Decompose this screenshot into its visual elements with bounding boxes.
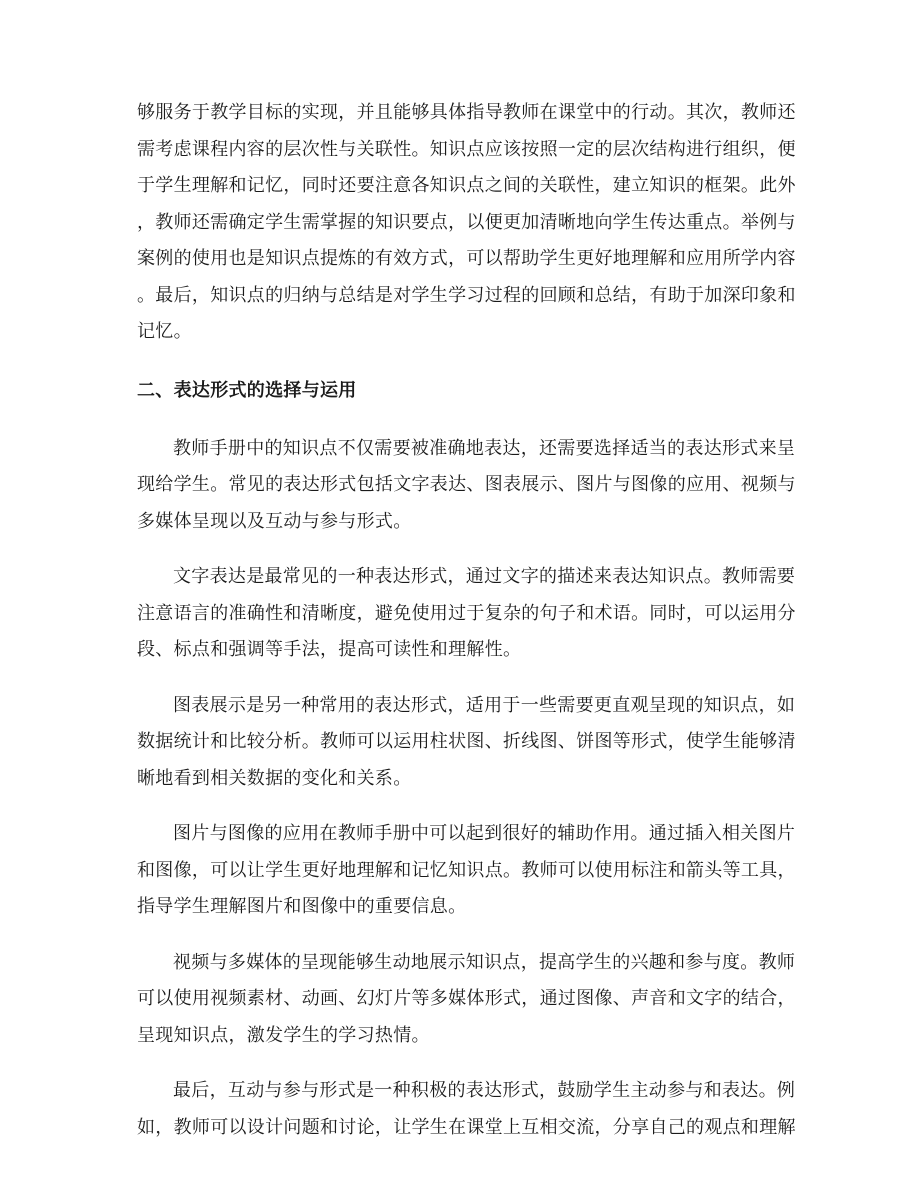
text-line: 如，教师可以设计问题和讨论，让学生在课堂上互相交流，分享自己的观点和理解: [137, 1116, 796, 1138]
text-line: 多媒体呈现以及互动与参与形式。: [137, 510, 412, 532]
text-line: 现给学生。常见的表达形式包括文字表达、图表展示、图片与图像的应用、视频与: [137, 474, 796, 495]
text-line: 和图像，可以让学生更好地理解和记忆知识点。教师可以使用标注和箭头等工具，: [137, 859, 796, 881]
text-line: 可以使用视频素材、动画、幻灯片等多媒体形式，通过图像、声音和文字的结合，: [137, 988, 796, 1009]
text-line: 数据统计和比较分析。教师可以运用柱状图、折线图、饼图等形式，使学生能够清: [137, 731, 796, 752]
text-line: ，教师还需确定学生需掌握的知识要点，以便更加清晰地向学生传达重点。举例与: [137, 211, 796, 233]
text-line: 注意语言的准确性和清晰度，避免使用过于复杂的句子和术语。同时，可以运用分: [137, 602, 796, 624]
text-line: 需考虑课程内容的层次性与关联性。知识点应该按照一定的层次结构进行组织，便: [137, 138, 796, 160]
paragraph-chart-display: [137, 688, 796, 798]
text-line: 图片与图像的应用在教师手册中可以起到很好的辅助作用。通过插入相关图片: [173, 823, 796, 844]
text-line: 文字表达是最常见的一种表达形式，通过文字的描述来表达知识点。教师需要: [173, 566, 796, 587]
text-line: 够服务于教学目标的实现，并且能够具体指导教师在课堂中的行动。其次，教师还: [137, 102, 796, 123]
document-page: [137, 95, 796, 1165]
text-line: 。最后，知识点的归纳与总结是对学生学习过程的回顾和总结，有助于加深印象和: [137, 284, 796, 306]
text-line: 视频与多媒体的呈现能够生动地展示知识点，提高学生的兴趣和参与度。教师: [173, 951, 796, 973]
paragraph-text-expression: [137, 559, 796, 669]
text-line: 指导学生理解图片和图像中的重要信息。: [137, 896, 467, 917]
paragraph-interaction: [137, 1073, 796, 1146]
section-heading: 二、表达形式的选择与运用: [137, 379, 357, 401]
text-line: 于学生理解和记忆，同时还要注意各知识点之间的关联性，建立知识的框架。此外: [137, 175, 796, 196]
text-line: 最后，互动与参与形式是一种积极的表达形式，鼓励学生主动参与和表达。例: [173, 1080, 796, 1101]
text-line: 案例的使用也是知识点提炼的有效方式，可以帮助学生更好地理解和应用所学内容: [137, 248, 796, 269]
text-line: 段、标点和强调等手法，提高可读性和理解性。: [137, 639, 522, 660]
paragraph-image-usage: [137, 816, 796, 926]
text-line: 图表展示是另一种常用的表达形式，适用于一些需要更直观呈现的知识点，如: [173, 694, 796, 716]
text-line: 教师手册中的知识点不仅需要被准确地表达，还需要选择适当的表达形式来呈: [173, 437, 796, 459]
paragraph-expression-forms: [137, 431, 796, 541]
text-line: 晰地看到相关数据的变化和关系。: [137, 767, 412, 789]
paragraph-multimedia: [137, 945, 796, 1055]
text-line: 记忆。: [137, 321, 192, 342]
text-line: 呈现知识点，激发学生的学习热情。: [137, 1024, 430, 1046]
intro-paragraph: [137, 95, 796, 351]
